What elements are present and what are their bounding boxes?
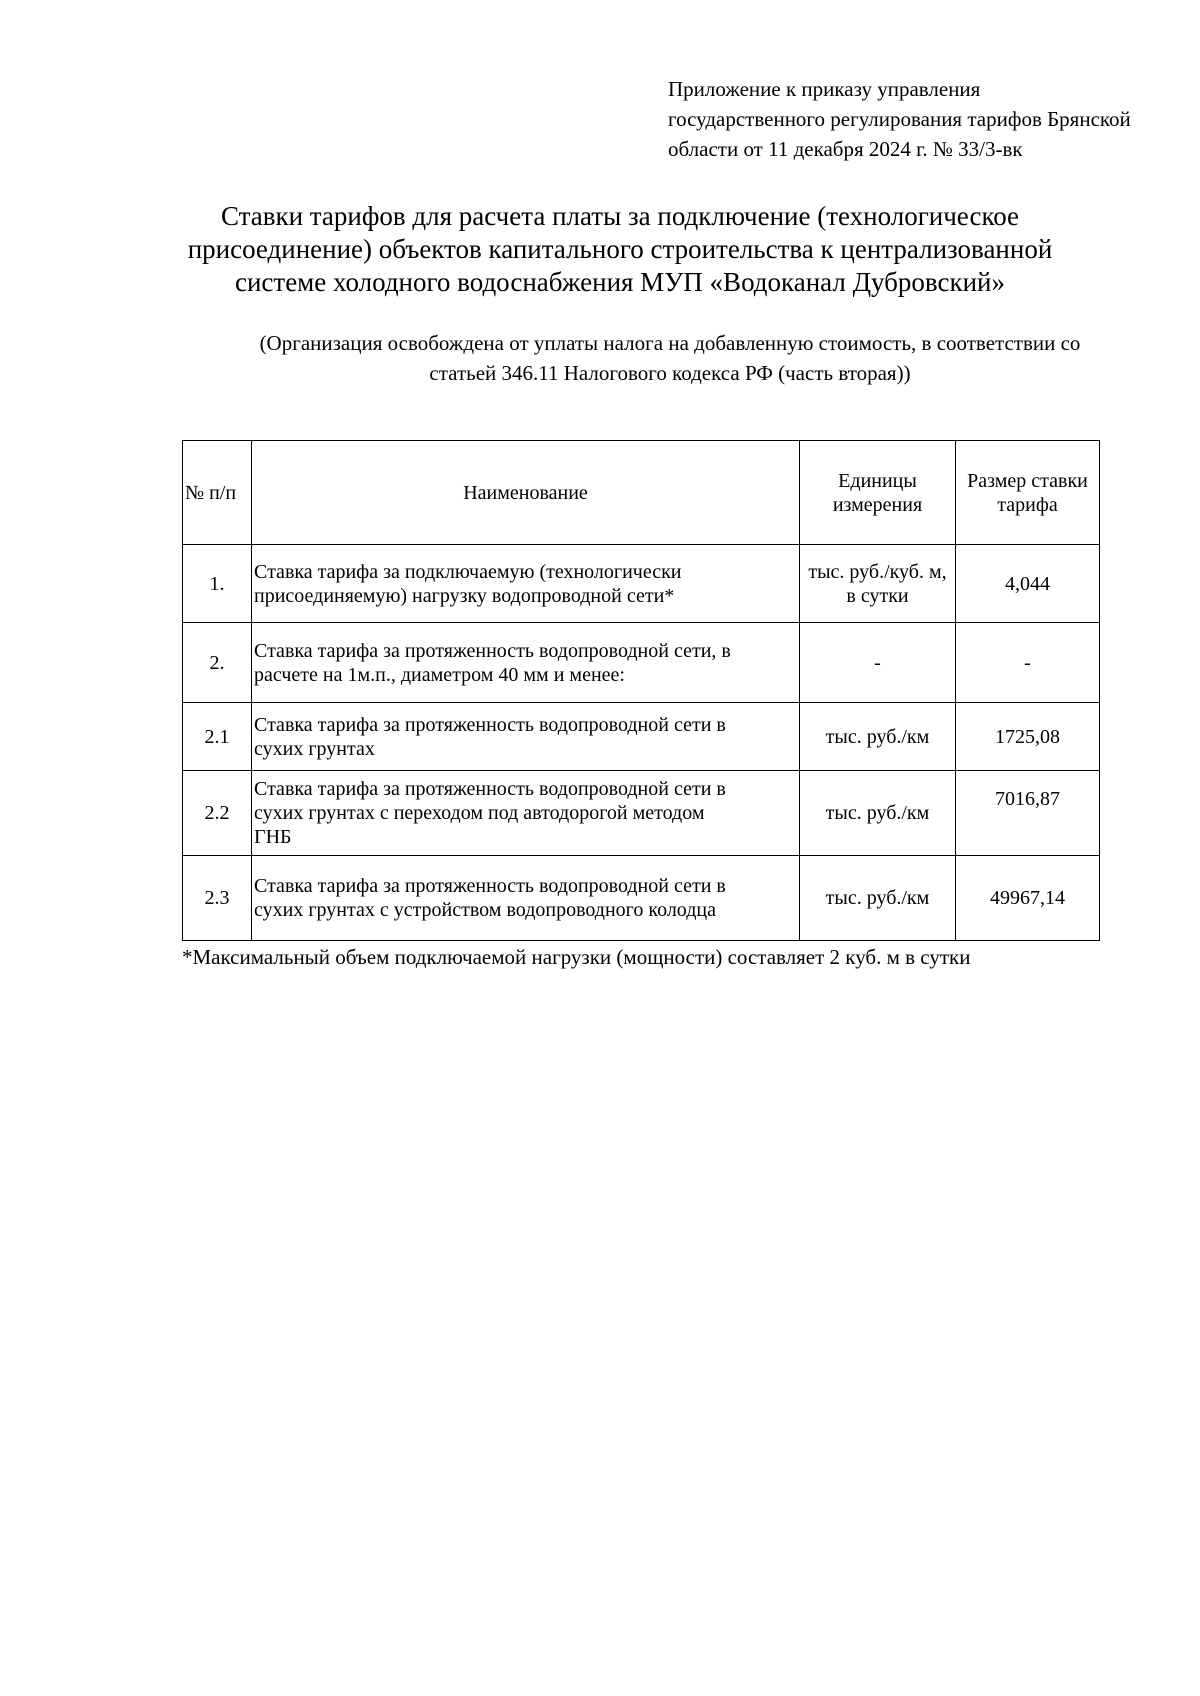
note-line: статьей 346.11 Налогового кодекса РФ (часть вторая)) xyxy=(429,361,911,385)
row-unit-line: тыс. руб./км xyxy=(825,887,930,909)
row-unit xyxy=(800,623,956,703)
row-name-line: Ставка тарифа за протяженность водопроводной сети, в xyxy=(254,639,731,662)
row-name xyxy=(252,623,800,703)
header-unit xyxy=(800,441,956,545)
row-name-line: сухих грунтах xyxy=(254,737,375,760)
row-num: 1. xyxy=(183,545,252,623)
row-rate: 4,044 xyxy=(956,545,1100,623)
footnote: *Максимальный объем подключаемой нагрузки (мощности) составляет 2 куб. м в сутки xyxy=(182,945,971,969)
row-unit-line: тыс. руб./км xyxy=(825,725,930,748)
row-name-line: Ставка тарифа за протяженность водопроводной сети в xyxy=(254,713,726,736)
header-rate xyxy=(956,441,1100,545)
appendix-line: области от 11 декабря 2024 г. № 33/3-вк xyxy=(668,137,1023,161)
row-name-line: Ставка тарифа за подключаемую (технологически xyxy=(254,560,682,583)
table-row xyxy=(183,703,1100,771)
header-rate-line: Размер ставки xyxy=(967,469,1088,492)
row-unit xyxy=(800,771,956,856)
appendix-line: государственного регулирования тарифов Брянской xyxy=(668,107,1131,131)
row-unit xyxy=(800,856,956,941)
table-row xyxy=(183,545,1100,623)
row-unit xyxy=(800,545,956,623)
header-unit-line: измерения xyxy=(832,493,923,516)
tariff-table xyxy=(182,440,1100,941)
row-name xyxy=(252,856,800,941)
row-unit-line: в сутки xyxy=(846,584,909,607)
title-line: системе холодного водоснабжения МУП «Водоканал Дубровский» xyxy=(234,267,1005,297)
row-name-line: Ставка тарифа за протяженность водопроводной сети в xyxy=(254,875,726,897)
row-num: 2.1 xyxy=(183,703,252,771)
row-rate: 49967,14 xyxy=(956,856,1100,941)
vat-note xyxy=(200,328,1140,388)
row-name xyxy=(252,771,800,856)
row-name-line: присоединяемую) нагрузку водопроводной сети* xyxy=(254,584,675,607)
row-name-line: сухих грунтах с устройством водопроводного колодца xyxy=(254,899,716,921)
row-name-line: расчете на 1м.п., диаметром 40 мм и менее: xyxy=(254,663,625,686)
row-rate: 7016,87 xyxy=(956,771,1100,856)
row-unit-line: - xyxy=(874,651,881,674)
header-rate-line: тарифа xyxy=(997,493,1058,516)
title-line: присоединение) объектов капитального строительства к централизованной xyxy=(187,234,1053,264)
table-row xyxy=(183,856,1100,941)
row-name-line: сухих грунтах с переходом под автодорогой методом xyxy=(254,802,705,824)
row-name-line: ГНБ xyxy=(254,826,292,848)
row-num: 2.3 xyxy=(183,856,252,941)
appendix-reference xyxy=(668,74,1188,164)
table-row xyxy=(183,771,1100,856)
row-name-line: Ставка тарифа за протяженность водопроводной сети в xyxy=(254,778,726,800)
row-name xyxy=(252,703,800,771)
row-num: 2. xyxy=(183,623,252,703)
header-name: Наименование xyxy=(252,441,800,545)
row-unit-line: тыс. руб./км xyxy=(825,802,930,824)
header-num: № п/п xyxy=(183,441,252,545)
row-rate: - xyxy=(956,623,1100,703)
row-name xyxy=(252,545,800,623)
title-line: Ставки тарифов для расчета платы за подключение (технологическое xyxy=(220,201,1020,231)
row-unit-line: тыс. руб./куб. м, xyxy=(808,560,947,583)
header-unit-line: Единицы xyxy=(838,469,917,492)
note-line: (Организация освобождена от уплаты налога на добавленную стоимость, в соответствии со xyxy=(259,331,1081,355)
row-num: 2.2 xyxy=(183,771,252,856)
appendix-line: Приложение к приказу управления xyxy=(668,77,981,101)
row-rate: 1725,08 xyxy=(956,703,1100,771)
table-row xyxy=(183,623,1100,703)
document-title xyxy=(120,200,1120,299)
table-header-row xyxy=(183,441,1100,545)
row-unit xyxy=(800,703,956,771)
